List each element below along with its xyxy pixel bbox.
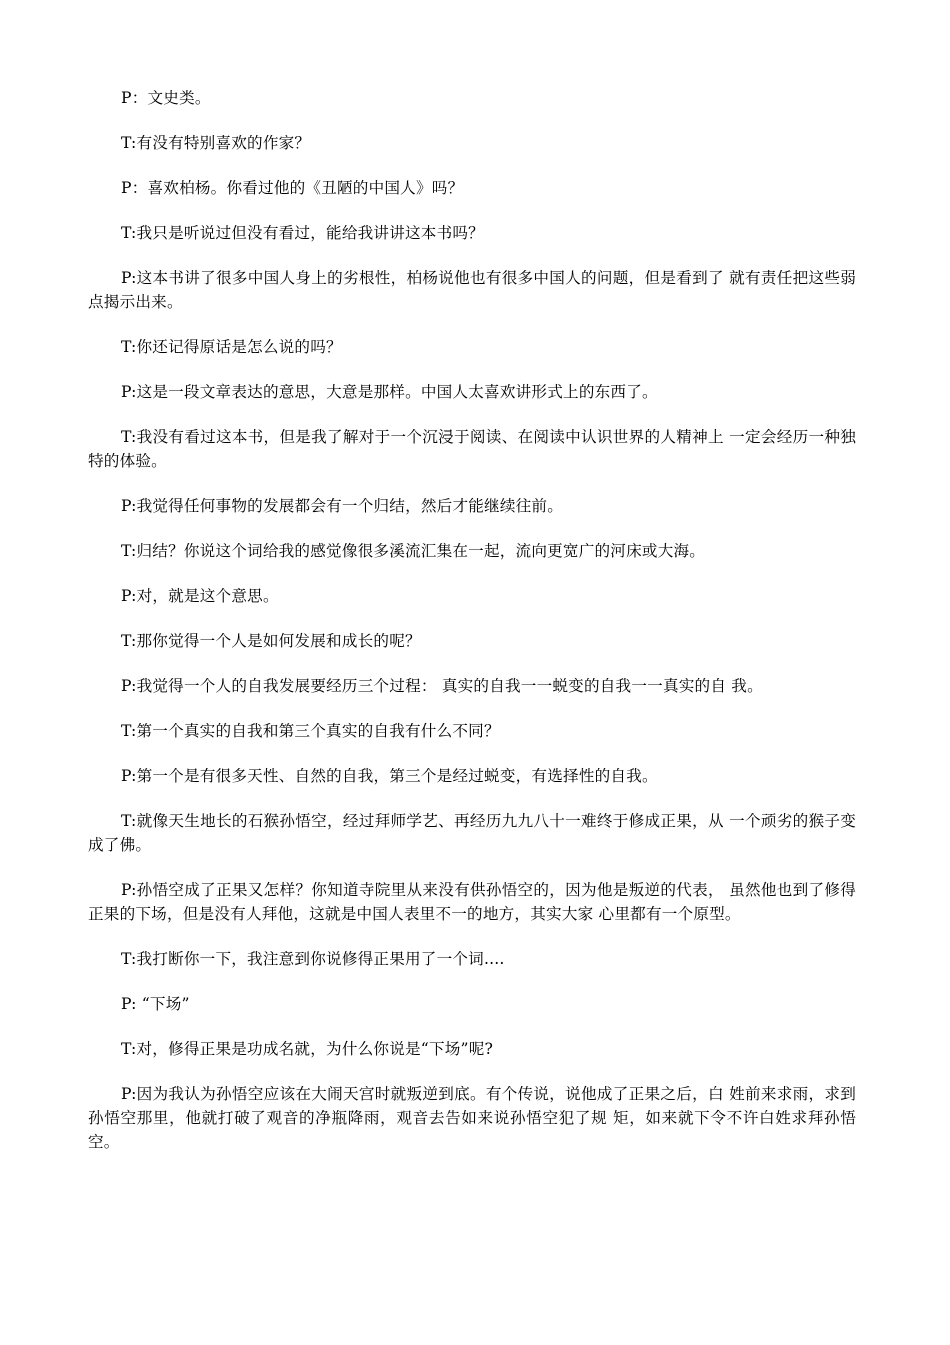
dialogue-line: P:因为我认为孙悟空应该在大闹天宫时就叛逆到底。有个传说，说他成了正果之后，白 姓前来求雨，求到孙悟空那里，他就打破了观音的净瓶降雨，观音去告如来说孙悟空犯了规 矩，如来就下令不许白姓求拜孙悟空。: [88, 1085, 856, 1151]
dialogue-line: T:那你觉得一个人是如何发展和成长的呢？: [121, 632, 421, 650]
dialogue-body: [88, 86, 856, 1175]
dialogue-line: P:孙悟空成了正果又怎样？你知道寺院里从来没有供孙悟空的，因为他是叛逆的代表， 虽然他也到了修得正果的下场，但是没有人拜他，这就是中国人表里不一的地方，其实大家 心里都有一个原型。: [88, 881, 856, 923]
dialogue-line: T:有没有特别喜欢的作家？: [121, 134, 311, 152]
dialogue-line: T:我只是听说过但没有看过，能给我讲讲这本书吗？: [121, 224, 484, 242]
dialogue-line: P:我觉得一个人的自我发展要经历三个过程： 真实的自我一一蜕变的自我一一真实的自 我。: [121, 677, 763, 695]
dialogue-line: P: “下场”: [121, 995, 190, 1013]
dialogue-line: P:这本书讲了很多中国人身上的劣根性，柏杨说他也有很多中国人的问题，但是看到了 就有责任把这些弱点揭示出来。: [88, 269, 856, 311]
dialogue-line: P:我觉得任何事物的发展都会有一个归结，然后才能继续往前。: [121, 497, 564, 515]
dialogue-line: P:这是一段文章表达的意思，大意是那样。中国人太喜欢讲形式上的东西了。: [121, 383, 658, 401]
dialogue-line: P:第一个是有很多天性、自然的自我，第三个是经过蜕变，有选择性的自我。: [121, 767, 658, 785]
dialogue-line: T:归结？你说这个词给我的感觉像很多溪流汇集在一起，流向更宽广的河床或大海。: [121, 542, 706, 560]
dialogue-line: T:我打断你一下，我注意到你说修得正果用了一个词....: [121, 950, 505, 968]
dialogue-line: T:你还记得原话是怎么说的吗？: [121, 338, 342, 356]
dialogue-line: P:对，就是这个意思。: [121, 587, 279, 605]
dialogue-line: T:我没有看过这本书，但是我了解对于一个沉浸于阅读、在阅读中认识世界的人精神上 一定会经历一种独特的体验。: [88, 428, 856, 470]
dialogue-line: T:第一个真实的自我和第三个真实的自我有什么不同？: [121, 722, 500, 740]
dialogue-line: T:对，修得正果是功成名就，为什么你说是“下场”呢?: [121, 1040, 494, 1058]
dialogue-line: T:就像天生地长的石猴孙悟空，经过拜师学艺、再经历九九八十一难终于修成正果，从 一个顽劣的猴子变成了佛。: [88, 812, 856, 854]
dialogue-line: P：文史类。: [121, 89, 211, 107]
dialogue-line: P：喜欢柏杨。你看过他的《丑陋的中国人》吗？: [121, 179, 464, 197]
